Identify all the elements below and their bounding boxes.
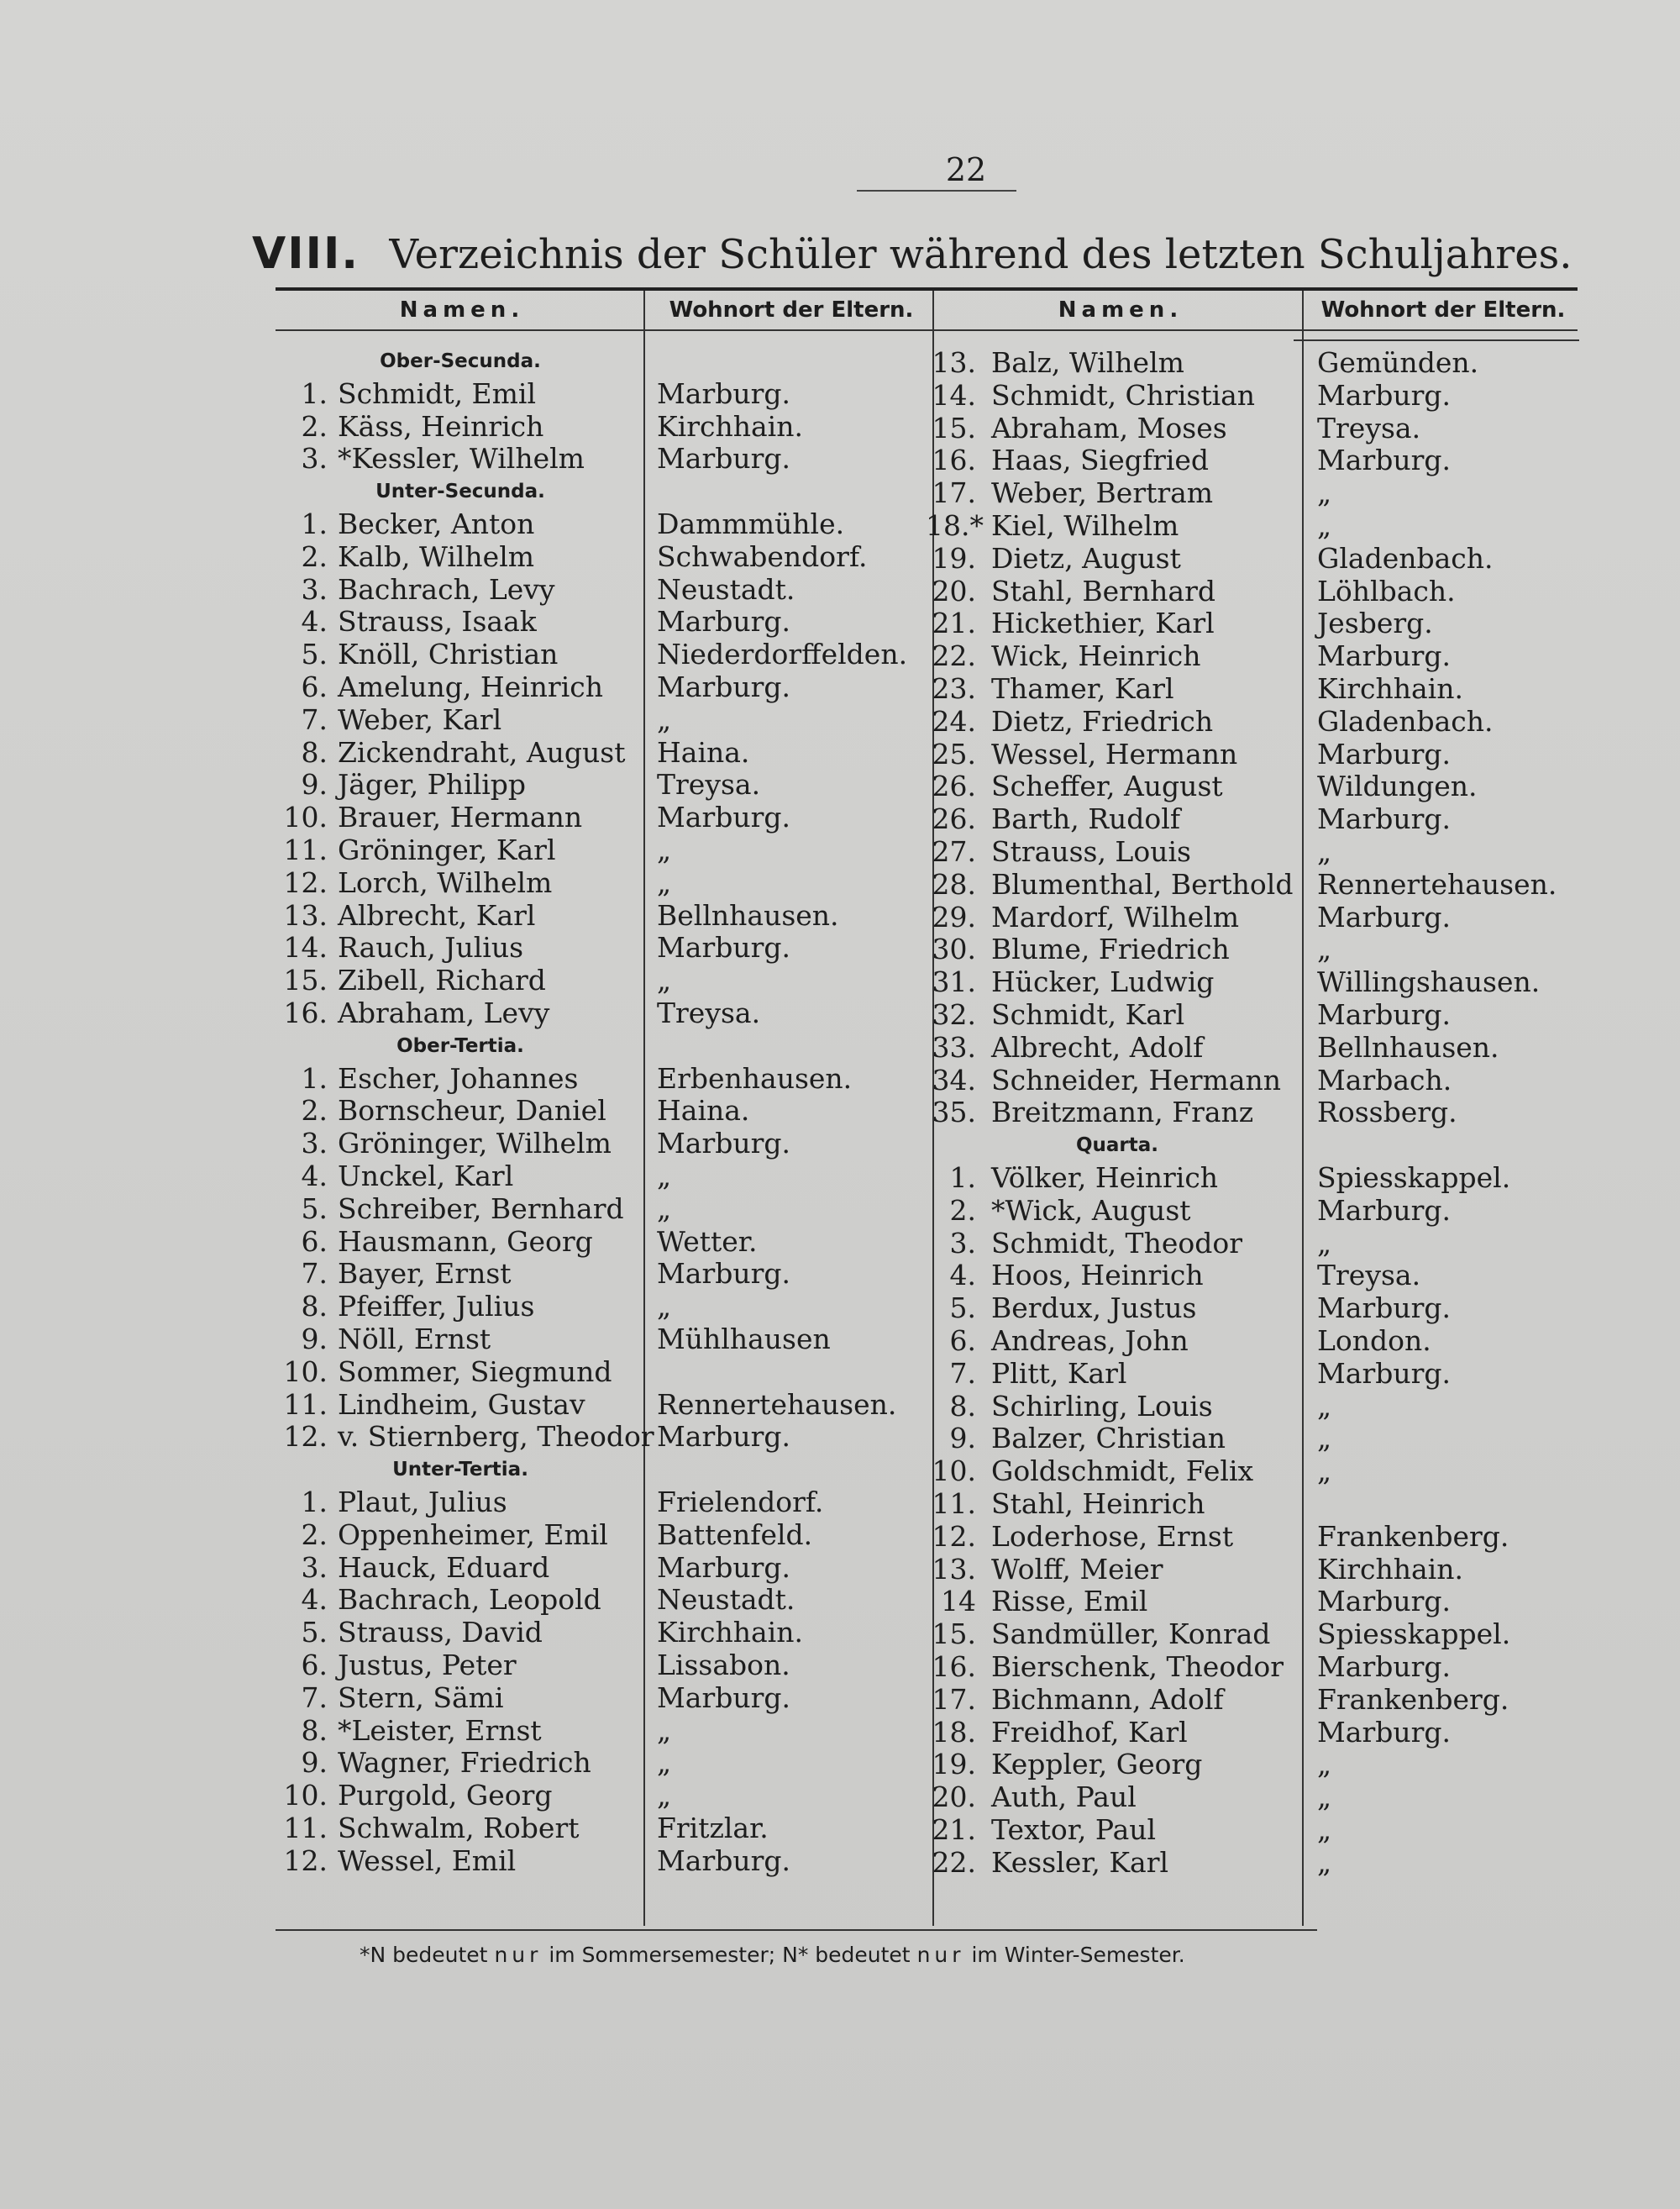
entry-number: 11.: [283, 1812, 328, 1844]
parents-residence: „: [1317, 1845, 1332, 1879]
parents-residence: Kirchhain.: [1317, 1552, 1463, 1586]
entry-number: 3.: [301, 1127, 328, 1160]
student-name: Scheffer, August: [991, 770, 1223, 803]
parents-residence: Willingshausen.: [1317, 965, 1541, 999]
student-name: Schneider, Hermann: [991, 1063, 1282, 1097]
parents-residence: Marburg.: [657, 801, 791, 834]
student-name: Jäger, Philipp: [338, 768, 527, 802]
student-name: Kiel, Wilhelm: [991, 509, 1179, 542]
parents-residence: Marburg.: [657, 1420, 791, 1454]
entry-number: 21.: [932, 607, 976, 640]
student-name: Becker, Anton: [338, 508, 535, 540]
student-name: Lorch, Wilhelm: [338, 865, 553, 899]
parents-residence: Wetter.: [657, 1224, 758, 1258]
parents-residence: „: [1317, 1813, 1332, 1846]
entry-number: 2.: [301, 1517, 328, 1551]
section-heading: Unter-Secunda.: [375, 481, 545, 503]
parents-residence: Marburg.: [657, 442, 791, 476]
student-name: Oppenheimer, Emil: [338, 1517, 608, 1551]
student-name: Albrecht, Adolf: [991, 1030, 1204, 1064]
parents-residence: Dammmühle.: [657, 508, 845, 540]
parents-residence: „: [1317, 1748, 1332, 1781]
student-name: Schmidt, Christian: [991, 378, 1256, 412]
student-name: Haas, Siegfried: [991, 444, 1210, 477]
parents-residence: Marburg.: [1317, 378, 1452, 412]
column-header-name-right: Namen.: [1058, 297, 1184, 323]
entry-number: 6.: [301, 671, 328, 703]
entry-number: 24.: [932, 704, 976, 738]
entry-number: 7.: [949, 1356, 976, 1390]
student-name: Auth, Paul: [991, 1780, 1137, 1814]
parents-residence: Marburg.: [657, 1127, 791, 1160]
student-name: Abraham, Levy: [338, 997, 550, 1029]
parents-residence: „: [657, 1713, 672, 1747]
student-name: Goldschmidt, Felix: [991, 1454, 1254, 1488]
entry-number: 4.: [301, 1160, 328, 1192]
student-name: Weber, Bertram: [991, 476, 1214, 510]
entry-number: 7.: [301, 702, 328, 736]
student-name: Unckel, Karl: [338, 1160, 514, 1192]
parents-residence: Bellnhausen.: [657, 898, 839, 932]
entry-number: 4.: [301, 605, 328, 639]
entry-number: 12.: [932, 1519, 976, 1553]
parents-residence: Marburg.: [1317, 639, 1452, 673]
student-name: Hickethier, Karl: [991, 607, 1215, 640]
entry-number: 6.: [949, 1324, 976, 1357]
entry-number: 27.: [932, 835, 976, 868]
entry-number: 5.: [301, 1616, 328, 1649]
entry-number: 10.: [283, 1354, 328, 1388]
student-name: Justus, Peter: [338, 1649, 517, 1681]
parents-residence: Marburg.: [657, 1550, 791, 1584]
entry-number: 26.: [932, 770, 976, 803]
parents-residence: Gemünden.: [1317, 346, 1479, 379]
parents-residence: Lissabon.: [657, 1649, 790, 1681]
student-name: Abraham, Moses: [991, 411, 1227, 444]
entry-number: 5.: [301, 638, 328, 671]
entry-number: 2.: [301, 409, 328, 443]
page-heading: [252, 229, 1572, 279]
entry-number: 1.: [301, 1486, 328, 1518]
student-name: Amelung, Heinrich: [338, 671, 603, 703]
parents-residence: Marburg.: [657, 1680, 791, 1714]
entry-number: 8.: [301, 735, 328, 769]
student-name: Dietz, Friedrich: [991, 704, 1214, 738]
parents-residence: Spiesskappel.: [1317, 1161, 1511, 1194]
entry-number: 18.: [932, 1715, 976, 1749]
parents-residence: Battenfeld.: [657, 1517, 813, 1551]
student-name: Strauss, Isaak: [338, 605, 537, 639]
parents-residence: Treysa.: [657, 997, 761, 1029]
student-name: *Leister, Ernst: [338, 1713, 542, 1747]
student-name: Kalb, Wilhelm: [338, 539, 535, 573]
table-header-rule: [276, 329, 1578, 331]
parents-residence: Kirchhain.: [1317, 672, 1463, 705]
student-name: Hausmann, Georg: [338, 1224, 593, 1258]
parents-residence: „: [657, 1160, 672, 1192]
parents-residence: Marburg.: [657, 1257, 791, 1291]
heading-title: Verzeichnis der Schüler während des letzten Schuljahres.: [389, 231, 1572, 278]
student-name: Dietz, August: [991, 541, 1181, 575]
student-name: Schmidt, Emil: [338, 376, 537, 410]
parents-residence: „: [1317, 1226, 1332, 1260]
table-header-rule-double: [1294, 339, 1579, 341]
footnote-part-3: im Sommersemester; N* bedeutet: [549, 1943, 911, 1967]
student-name: Plitt, Karl: [991, 1356, 1127, 1390]
table-top-rule: [276, 287, 1578, 291]
entry-number: 29.: [932, 900, 976, 934]
section-heading: Quarta.: [1075, 1134, 1159, 1157]
student-name: Sandmüller, Konrad: [991, 1617, 1271, 1651]
parents-residence: Erbenhausen.: [657, 1061, 853, 1095]
entry-number: 11.: [932, 1487, 976, 1520]
parents-residence: Marburg.: [1317, 1650, 1452, 1683]
entry-number: 5.: [949, 1291, 976, 1325]
student-name: Rauch, Julius: [338, 931, 524, 965]
entry-number: 21.: [932, 1813, 976, 1846]
student-name: *Kessler, Wilhelm: [338, 442, 585, 476]
parents-residence: „: [1317, 1389, 1332, 1423]
entry-number: 4.: [301, 1583, 328, 1617]
parents-residence: Treysa.: [657, 768, 761, 802]
entry-number: 6.: [301, 1224, 328, 1258]
entry-number: 8.: [301, 1290, 328, 1323]
student-name: Stern, Sämi: [338, 1680, 504, 1714]
table-bottom-rule: [276, 1929, 1317, 1931]
entry-number: 11.: [283, 834, 328, 866]
student-name: Wessel, Hermann: [991, 737, 1238, 771]
entry-number: 11.: [283, 1387, 328, 1421]
parents-residence: Niederdorffelden.: [657, 638, 908, 671]
parents-residence: Marburg.: [657, 605, 791, 639]
parents-residence: „: [1317, 476, 1332, 510]
parents-residence: Marburg.: [1317, 1193, 1452, 1227]
entry-number: 3.: [301, 1550, 328, 1584]
entry-number: 1.: [301, 508, 328, 540]
entry-number: 14.: [932, 378, 976, 412]
parents-residence: Spiesskappel.: [1317, 1617, 1511, 1651]
entry-number: 7.: [301, 1680, 328, 1714]
parents-residence: Gladenbach.: [1317, 704, 1494, 738]
student-name: Wolff, Meier: [991, 1552, 1163, 1586]
footnote-part-2: nur: [494, 1943, 543, 1967]
parents-residence: „: [657, 834, 672, 866]
student-name: Blume, Friedrich: [991, 933, 1230, 966]
section-heading: Ober-Secunda.: [380, 350, 541, 372]
student-name: Bornscheur, Daniel: [338, 1094, 606, 1128]
parents-residence: Neustadt.: [657, 1583, 795, 1617]
parents-residence: Frielendorf.: [657, 1486, 824, 1518]
entry-number: 22.: [932, 639, 976, 673]
student-name: Barth, Rudolf: [991, 802, 1181, 836]
student-name: Strauss, David: [338, 1616, 543, 1649]
entry-number: 8.: [949, 1389, 976, 1423]
parents-residence: Marburg.: [657, 376, 791, 410]
entry-number: 9.: [301, 768, 328, 802]
parents-residence: Rossberg.: [1317, 1096, 1457, 1129]
entry-number: 16.: [283, 997, 328, 1029]
parents-residence: Jesberg.: [1317, 607, 1433, 640]
student-name: Andreas, John: [991, 1324, 1189, 1357]
entry-number: 12.: [283, 865, 328, 899]
parents-residence: „: [657, 702, 672, 736]
parents-residence: Marburg.: [1317, 802, 1452, 836]
entry-number: 2.: [301, 539, 328, 573]
parents-residence: Marburg.: [657, 931, 791, 965]
entry-number: 13.: [283, 898, 328, 932]
student-name: Käss, Heinrich: [338, 409, 544, 443]
entry-number: 9.: [949, 1422, 976, 1455]
parents-residence: Kirchhain.: [657, 409, 803, 443]
section-heading: Unter-Tertia.: [392, 1459, 528, 1481]
parents-residence: Marburg.: [1317, 444, 1452, 477]
parents-residence: Marburg.: [1317, 900, 1452, 934]
entry-number: 14: [941, 1585, 976, 1618]
student-name: Lindheim, Gustav: [338, 1387, 585, 1421]
parents-residence: „: [657, 1191, 672, 1225]
entry-number: 31.: [932, 965, 976, 999]
entry-number: 25.: [932, 737, 976, 771]
entry-number: 10.: [283, 1779, 328, 1812]
parents-residence: Gladenbach.: [1317, 541, 1494, 575]
section-heading: Ober-Tertia.: [396, 1034, 524, 1057]
footnote: [360, 1943, 1368, 1967]
student-name: Gröninger, Wilhelm: [338, 1127, 612, 1160]
student-name: Knöll, Christian: [338, 638, 559, 671]
entry-number: 7.: [301, 1257, 328, 1291]
entry-number: 15.: [932, 411, 976, 444]
entry-number: 10.: [932, 1454, 976, 1488]
entry-number: 3.: [301, 442, 328, 476]
parents-residence: Haina.: [657, 735, 750, 769]
column-header-residence-right: Wohnort der Eltern.: [1320, 297, 1566, 323]
student-name: Blumenthal, Berthold: [991, 867, 1294, 901]
student-name: Stahl, Heinrich: [991, 1487, 1205, 1520]
parents-residence: Marburg.: [1317, 1291, 1452, 1325]
parents-residence: „: [657, 1779, 672, 1812]
student-name: Sommer, Siegmund: [338, 1354, 612, 1388]
student-name: Bachrach, Leopold: [338, 1583, 601, 1617]
column-header-name-left: Namen.: [399, 297, 525, 323]
parents-residence: Mühlhausen: [657, 1323, 831, 1355]
student-name: Wagner, Friedrich: [338, 1746, 591, 1780]
parents-residence: Kirchhain.: [657, 1616, 803, 1649]
student-name: Purgold, Georg: [338, 1779, 553, 1812]
student-name: Strauss, Louis: [991, 835, 1191, 868]
entry-number: 15.: [283, 964, 328, 997]
parents-residence: „: [657, 1746, 672, 1780]
student-name: Hoos, Heinrich: [991, 1259, 1204, 1292]
entry-number: 28.: [932, 867, 976, 901]
student-name: Textor, Paul: [991, 1813, 1157, 1846]
parents-residence: Löhlbach.: [1317, 574, 1456, 607]
entry-number: 32.: [932, 998, 976, 1031]
student-name: Pfeiffer, Julius: [338, 1290, 535, 1323]
student-name: Brauer, Hermann: [338, 801, 583, 834]
parents-residence: „: [1317, 933, 1332, 966]
parents-residence: Marburg.: [1317, 1715, 1452, 1749]
student-name: Stahl, Bernhard: [991, 574, 1215, 607]
column-divider-3: [1302, 291, 1304, 1926]
footnote-part-1: *N bedeutet: [360, 1943, 488, 1967]
parents-residence: „: [1317, 1454, 1332, 1488]
parents-residence: Marbach.: [1317, 1063, 1452, 1097]
entry-number: 12.: [283, 1420, 328, 1454]
parents-residence: London.: [1317, 1324, 1431, 1357]
parents-residence: „: [1317, 509, 1332, 542]
parents-residence: „: [657, 865, 672, 899]
student-name: Nöll, Ernst: [338, 1323, 491, 1355]
entry-number: 17.: [932, 476, 976, 510]
entry-number: 5.: [301, 1191, 328, 1225]
student-name: Plaut, Julius: [338, 1486, 507, 1518]
entry-number: 23.: [932, 672, 976, 705]
student-name: Schmidt, Theodor: [991, 1226, 1242, 1260]
student-name: Zibell, Richard: [338, 964, 546, 997]
parents-residence: Marburg.: [657, 671, 791, 703]
column-header-residence-left: Wohnort der Eltern.: [669, 297, 914, 323]
student-name: Schmidt, Karl: [991, 998, 1185, 1031]
parents-residence: Marburg.: [1317, 998, 1452, 1031]
entry-number: 3.: [949, 1226, 976, 1260]
parents-residence: Fritzlar.: [657, 1812, 769, 1844]
parents-residence: Marburg.: [1317, 737, 1452, 771]
entry-number: 3.: [301, 572, 328, 606]
student-name: Zickendraht, August: [338, 735, 626, 769]
heading-roman-numeral: VIII.: [252, 229, 360, 279]
student-name: Breitzmann, Franz: [991, 1096, 1254, 1129]
entry-number: 18.*: [926, 509, 984, 542]
entry-number: 30.: [932, 933, 976, 966]
parents-residence: Marburg.: [1317, 1585, 1452, 1618]
entry-number: 10.: [283, 801, 328, 834]
student-name: Schirling, Louis: [991, 1389, 1213, 1423]
entry-number: 19.: [932, 1748, 976, 1781]
student-name: Schreiber, Bernhard: [338, 1191, 624, 1225]
entry-number: 2.: [301, 1094, 328, 1128]
entry-number: 6.: [301, 1649, 328, 1681]
student-name: *Wick, August: [991, 1193, 1191, 1227]
entry-number: 12.: [283, 1843, 328, 1877]
entry-number: 4.: [949, 1259, 976, 1292]
entry-number: 1.: [301, 376, 328, 410]
student-name: v. Stiernberg, Theodor: [338, 1420, 654, 1454]
entry-number: 15.: [932, 1617, 976, 1651]
student-name: Berdux, Justus: [991, 1291, 1197, 1325]
student-name: Keppler, Georg: [991, 1748, 1203, 1781]
parents-residence: Marburg.: [1317, 1356, 1452, 1390]
entry-number: 9.: [301, 1746, 328, 1780]
student-name: Mardorf, Wilhelm: [991, 900, 1240, 934]
student-name: Freidhof, Karl: [991, 1715, 1188, 1749]
student-name: Wessel, Emil: [338, 1843, 517, 1877]
entry-number: 2.: [949, 1193, 976, 1227]
student-name: Wick, Heinrich: [991, 639, 1201, 673]
parents-residence: Wildungen.: [1317, 770, 1478, 803]
entry-number: 9.: [301, 1323, 328, 1355]
student-name: Schwalm, Robert: [338, 1812, 580, 1844]
entry-number: 1.: [949, 1161, 976, 1194]
footnote-part-5: im Winter-Semester.: [971, 1943, 1185, 1967]
footnote-part-4: nur: [916, 1943, 965, 1967]
parents-residence: „: [1317, 835, 1332, 868]
student-name: Thamer, Karl: [991, 672, 1174, 705]
parents-residence: „: [657, 1290, 672, 1323]
student-name: Bayer, Ernst: [338, 1257, 512, 1291]
entry-number: 13.: [932, 1552, 976, 1586]
entry-number: 20.: [932, 574, 976, 607]
entry-number: 26.: [932, 802, 976, 836]
entry-number: 16.: [932, 1650, 976, 1683]
student-name: Weber, Karl: [338, 702, 502, 736]
parents-residence: „: [657, 964, 672, 997]
student-name: Bierschenk, Theodor: [991, 1650, 1284, 1683]
entry-number: 8.: [301, 1713, 328, 1747]
entry-number: 22.: [932, 1845, 976, 1879]
parents-residence: Frankenberg.: [1317, 1682, 1509, 1716]
entry-number: 17.: [932, 1682, 976, 1716]
entry-number: 13.: [932, 346, 976, 379]
parents-residence: Rennertehausen.: [1317, 867, 1557, 901]
student-name: Kessler, Karl: [991, 1845, 1169, 1879]
parents-residence: Neustadt.: [657, 572, 795, 606]
parents-residence: „: [1317, 1780, 1332, 1814]
parents-residence: Marburg.: [657, 1843, 791, 1877]
page-number-rule: [857, 190, 1016, 192]
entry-number: 33.: [932, 1030, 976, 1064]
entry-number: 35.: [932, 1096, 976, 1129]
parents-residence: Haina.: [657, 1094, 750, 1128]
student-name: Albrecht, Karl: [338, 898, 536, 932]
entry-number: 16.: [932, 444, 976, 477]
column-divider-1: [643, 291, 645, 1926]
student-name: Gröninger, Karl: [338, 834, 556, 866]
student-name: Hücker, Ludwig: [991, 965, 1215, 999]
student-name: Balz, Wilhelm: [991, 346, 1184, 379]
student-name: Völker, Heinrich: [991, 1161, 1219, 1194]
parents-residence: Treysa.: [1317, 1259, 1421, 1292]
student-name: Bachrach, Levy: [338, 572, 555, 606]
student-name: Bichmann, Adolf: [991, 1682, 1224, 1716]
parents-residence: „: [1317, 1422, 1332, 1455]
parents-residence: Schwabendorf.: [657, 539, 868, 573]
page-number: 22: [945, 151, 987, 188]
student-name: Balzer, Christian: [991, 1422, 1226, 1455]
student-name: Risse, Emil: [991, 1585, 1148, 1618]
student-name: Hauck, Eduard: [338, 1550, 550, 1584]
parents-residence: Bellnhausen.: [1317, 1030, 1499, 1064]
parents-residence: Rennertehausen.: [657, 1387, 897, 1421]
parents-residence: Treysa.: [1317, 411, 1421, 444]
student-name: Loderhose, Ernst: [991, 1519, 1234, 1553]
student-name: Escher, Johannes: [338, 1061, 579, 1095]
entry-number: 14.: [283, 931, 328, 965]
entry-number: 34.: [932, 1063, 976, 1097]
entry-number: 20.: [932, 1780, 976, 1814]
parents-residence: Frankenberg.: [1317, 1519, 1509, 1553]
entry-number: 1.: [301, 1061, 328, 1095]
entry-number: 19.: [932, 541, 976, 575]
